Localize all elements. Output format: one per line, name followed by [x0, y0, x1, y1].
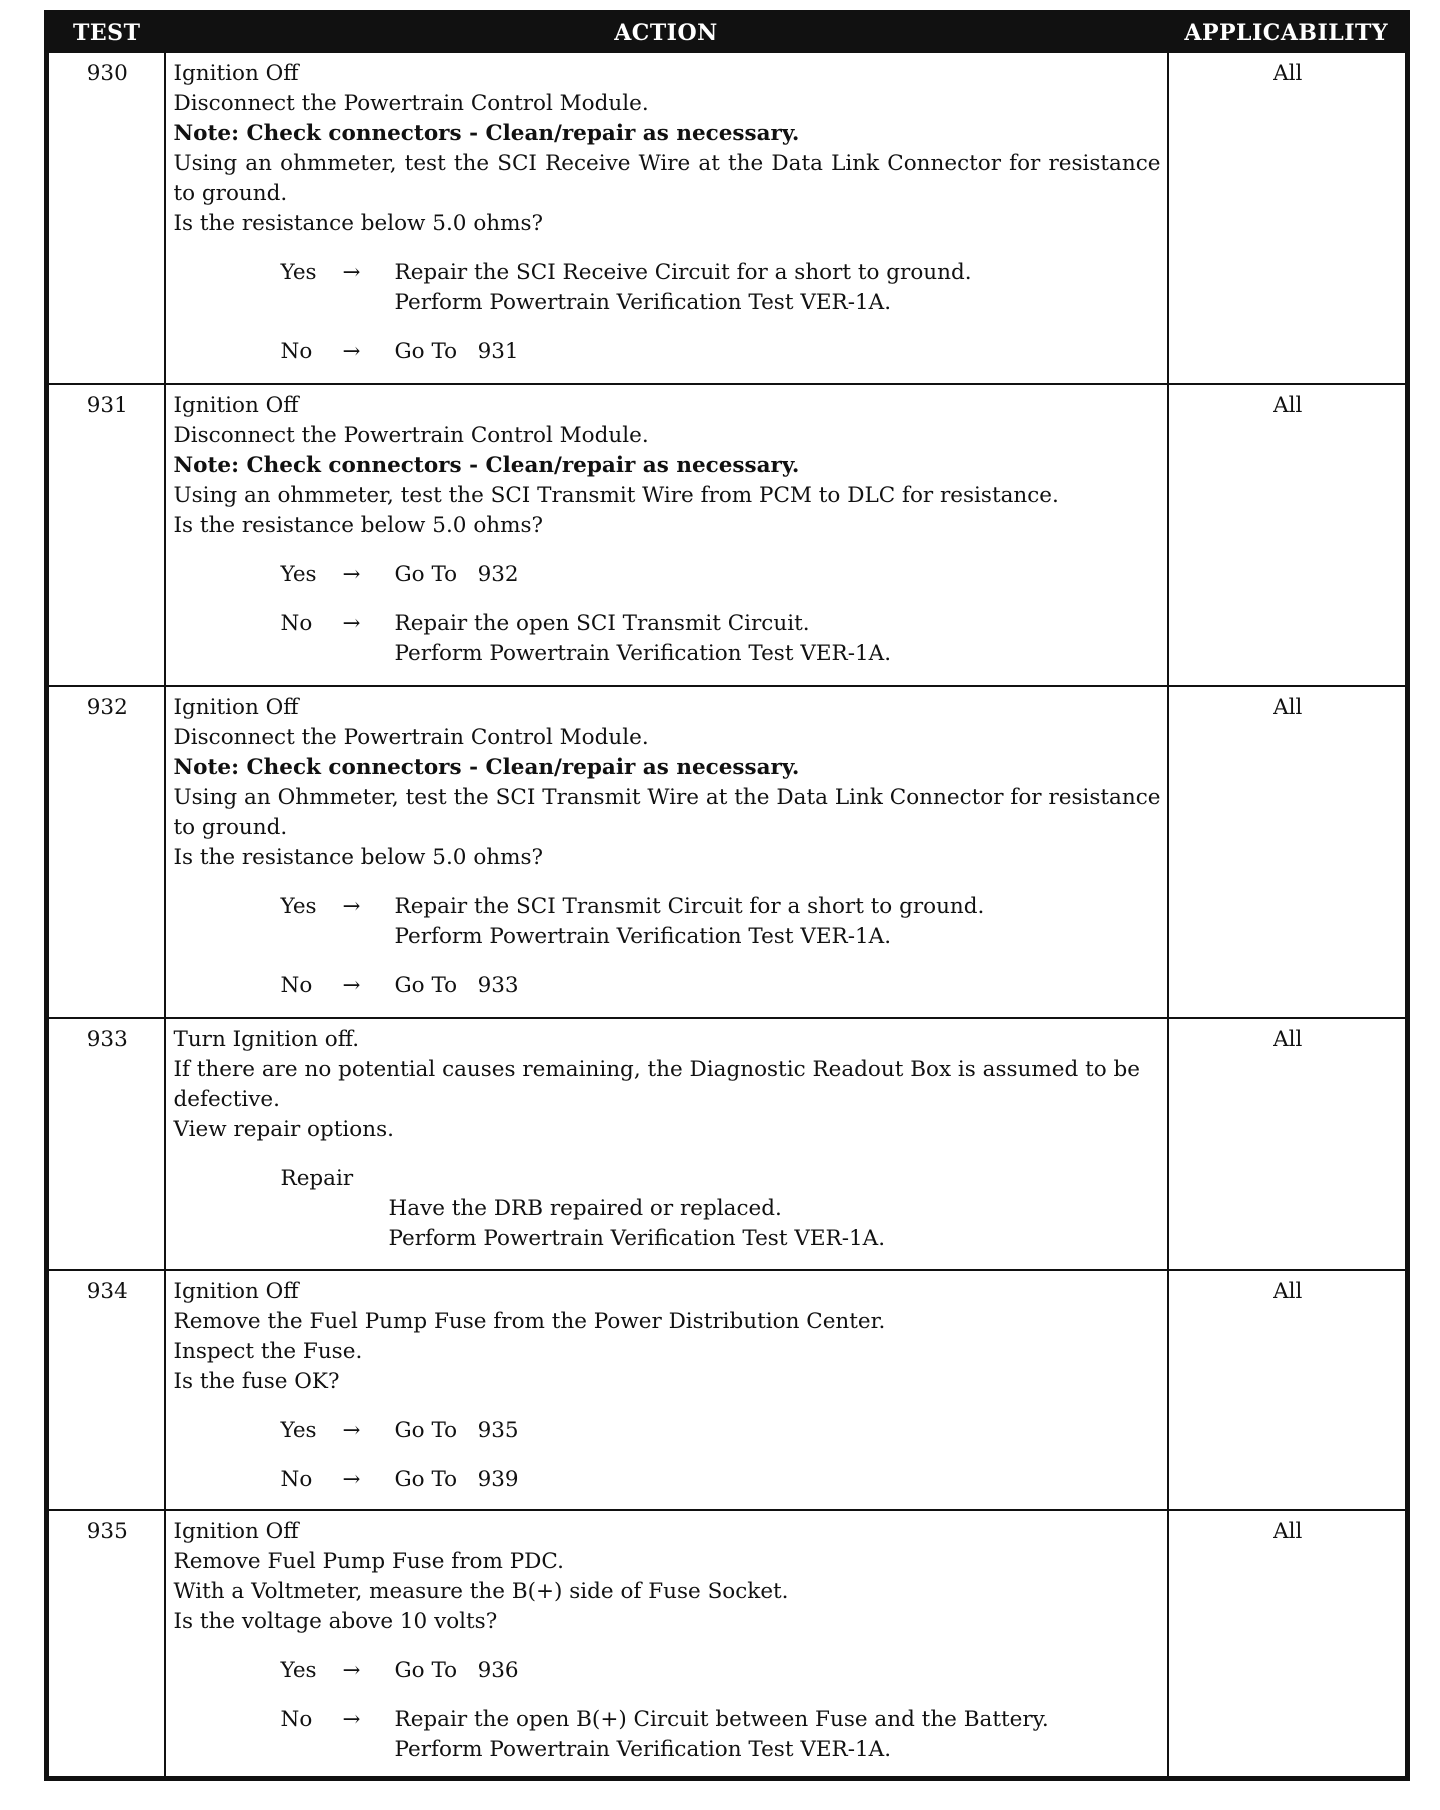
result-line: Repair the open SCI Transmit Circuit.	[394, 611, 810, 636]
table-row	[47, 1510, 1408, 1778]
answer-result	[395, 1416, 1161, 1446]
action-line: With a Voltmeter, measure the B(+) side of Fuse Socket.	[173, 1579, 789, 1604]
answer-label: No	[280, 1467, 313, 1492]
test-number: 935	[47, 1510, 165, 1778]
action-line: Turn Ignition off.	[173, 1027, 360, 1052]
answer-yes	[281, 560, 1161, 590]
result-line: Perform Powertrain Verification Test VER-1A.	[394, 924, 892, 949]
repair-option	[281, 1164, 1161, 1254]
action-cell	[165, 1270, 1168, 1510]
table-row	[47, 384, 1408, 686]
answer-label: Yes	[280, 1418, 317, 1443]
action-cell	[165, 52, 1168, 384]
arrow-icon: →	[342, 260, 361, 285]
result-line: Perform Powertrain Verification Test VER-1A.	[394, 290, 892, 315]
action-line: Is the resistance below 5.0 ohms?	[173, 211, 544, 236]
applicability-cell: All	[1168, 384, 1408, 686]
answer-result	[395, 1705, 1161, 1765]
arrow-icon: →	[342, 1467, 361, 1492]
diagnostic-table	[44, 10, 1410, 1781]
applicability-cell: All	[1168, 686, 1408, 1018]
action-cell	[165, 384, 1168, 686]
answer-label: Yes	[280, 562, 317, 587]
action-line: Ignition Off	[173, 695, 299, 720]
action-line: Disconnect the Powertrain Control Module.	[173, 91, 649, 116]
note-line: Note: Check connectors - Clean/repair as necessary.	[173, 453, 800, 478]
action-line: Remove the Fuel Pump Fuse from the Power Distribution Center.	[173, 1309, 886, 1334]
action-cell	[165, 1018, 1168, 1270]
answer-no	[281, 1465, 1161, 1495]
note-line: Note: Check connectors - Clean/repair as necessary.	[173, 755, 800, 780]
answer-result	[395, 258, 1161, 318]
answer-result	[395, 1465, 1161, 1495]
applicability-cell: All	[1168, 1270, 1408, 1510]
action-line: If there are no potential causes remaining, the Diagnostic Readout Box is assumed to be defective.	[173, 1057, 1140, 1112]
repair-result	[389, 1194, 1161, 1254]
arrow-icon: →	[342, 973, 361, 998]
test-number: 934	[47, 1270, 165, 1510]
answer-label: No	[280, 1707, 313, 1732]
answer-result	[395, 560, 1161, 590]
header-action: ACTION	[165, 13, 1168, 53]
action-line: Disconnect the Powertrain Control Module.	[173, 423, 649, 448]
action-line: Is the resistance below 5.0 ohms?	[173, 513, 544, 538]
header-test: TEST	[47, 13, 165, 53]
table-row	[47, 686, 1408, 1018]
arrow-icon: →	[342, 1707, 361, 1732]
table-row	[47, 1270, 1408, 1510]
action-line: Ignition Off	[173, 393, 299, 418]
result-line: Repair the open B(+) Circuit between Fuse and the Battery.	[394, 1707, 1049, 1732]
note-line: Note: Check connectors - Clean/repair as necessary.	[173, 121, 800, 146]
answer-no	[281, 609, 1161, 669]
answer-yes	[281, 1656, 1161, 1686]
arrow-icon: →	[342, 339, 361, 364]
result-line: Go To 933	[394, 973, 519, 998]
repair-label: Repair	[280, 1166, 354, 1191]
arrow-icon: →	[342, 1658, 361, 1683]
action-cell	[165, 1510, 1168, 1778]
table-row	[47, 52, 1408, 384]
action-line: Disconnect the Powertrain Control Module.	[173, 725, 649, 750]
arrow-icon: →	[342, 562, 361, 587]
result-line: Have the DRB repaired or replaced.	[388, 1196, 782, 1221]
answer-no	[281, 1705, 1161, 1765]
test-number: 931	[47, 384, 165, 686]
result-line: Go To 936	[394, 1658, 519, 1683]
action-line: Ignition Off	[173, 1279, 299, 1304]
arrow-icon: →	[342, 1418, 361, 1443]
answer-label: Yes	[280, 1658, 317, 1683]
answer-result	[395, 971, 1161, 1001]
action-cell	[165, 686, 1168, 1018]
applicability-cell: All	[1168, 52, 1408, 384]
action-line: Is the fuse OK?	[173, 1369, 340, 1394]
answer-label: No	[280, 973, 313, 998]
applicability-cell: All	[1168, 1018, 1408, 1270]
answer-result	[395, 1656, 1161, 1686]
action-line: Is the voltage above 10 volts?	[173, 1609, 498, 1634]
result-line: Perform Powertrain Verification Test VER-1A.	[394, 1737, 892, 1762]
action-line: Ignition Off	[173, 61, 299, 86]
header-applicability: APPLICABILITY	[1168, 13, 1408, 53]
answer-yes	[281, 1416, 1161, 1446]
answer-label: No	[280, 611, 313, 636]
result-line: Perform Powertrain Verification Test VER-1A.	[388, 1226, 886, 1251]
result-line: Repair the SCI Receive Circuit for a short to ground.	[394, 260, 972, 285]
action-line: Remove Fuel Pump Fuse from PDC.	[173, 1549, 564, 1574]
result-line: Go To 932	[394, 562, 519, 587]
answer-result	[395, 337, 1161, 367]
result-line: Perform Powertrain Verification Test VER-1A.	[394, 641, 892, 666]
action-line: View repair options.	[173, 1117, 394, 1142]
result-line: Go To 931	[394, 339, 519, 364]
action-line: Using an ohmmeter, test the SCI Receive Wire at the Data Link Connector for resistance to ground.	[173, 151, 1161, 206]
answer-label: Yes	[280, 260, 317, 285]
answer-yes	[281, 258, 1161, 318]
arrow-icon: →	[342, 894, 361, 919]
answer-result	[395, 609, 1161, 669]
action-line: Using an Ohmmeter, test the SCI Transmit Wire at the Data Link Connector for resistance to ground.	[173, 785, 1161, 840]
action-line: Using an ohmmeter, test the SCI Transmit Wire from PCM to DLC for resistance.	[173, 483, 1059, 508]
table-row	[47, 1018, 1408, 1270]
answer-no	[281, 971, 1161, 1001]
result-line: Repair the SCI Transmit Circuit for a short to ground.	[394, 894, 985, 919]
answer-label: Yes	[280, 894, 317, 919]
action-line: Ignition Off	[173, 1519, 299, 1544]
applicability-cell: All	[1168, 1510, 1408, 1778]
result-line: Go To 939	[394, 1467, 519, 1492]
answer-label: No	[280, 339, 313, 364]
test-number: 932	[47, 686, 165, 1018]
answer-result	[395, 892, 1161, 952]
answer-yes	[281, 892, 1161, 952]
table-header	[47, 13, 1408, 53]
test-number: 930	[47, 52, 165, 384]
test-number: 933	[47, 1018, 165, 1270]
result-line: Go To 935	[394, 1418, 519, 1443]
answer-no	[281, 337, 1161, 367]
action-line: Is the resistance below 5.0 ohms?	[173, 845, 544, 870]
action-line: Inspect the Fuse.	[173, 1339, 363, 1364]
arrow-icon: →	[342, 611, 361, 636]
